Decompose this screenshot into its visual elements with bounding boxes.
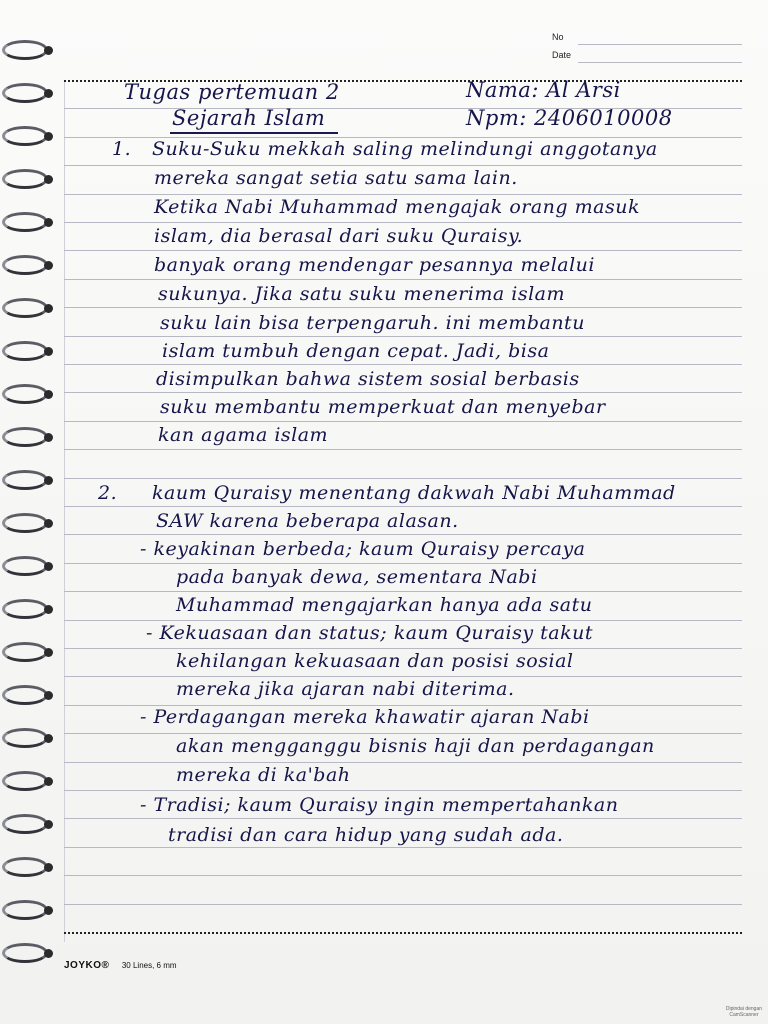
date-field	[552, 48, 742, 66]
answer-2-line: Muhammad mengajarkan hanya ada satu	[176, 594, 593, 616]
ruled-line	[64, 563, 742, 564]
ruled-line	[64, 307, 742, 308]
spiral-ring	[2, 599, 48, 619]
spiral-ring	[2, 814, 48, 834]
ruled-line	[64, 364, 742, 365]
spiral-ring	[2, 83, 48, 103]
punch-hole	[44, 476, 53, 485]
answer-2-line: pada banyak dewa, sementara Nabi	[176, 566, 538, 588]
answer-1-line: suku lain bisa terpengaruh. ini membantu	[160, 312, 585, 334]
student-name: Nama: Al Arsi	[466, 78, 621, 102]
brand-logo: JOYKO®	[64, 960, 110, 971]
spiral-ring	[2, 943, 48, 963]
subject-title: Sejarah Islam	[172, 106, 326, 130]
answer-1-line: kan agama islam	[158, 424, 329, 446]
ruled-line	[64, 222, 742, 223]
spiral-ring	[2, 642, 48, 662]
ruled-line	[64, 336, 742, 337]
answer-2-line: - keyakinan berbeda; kaum Quraisy percaya	[140, 538, 586, 560]
answer-2-line: tradisi dan cara hidup yang sudah ada.	[168, 824, 564, 846]
no-field	[552, 30, 742, 48]
margin-line	[64, 80, 65, 942]
punch-hole	[44, 175, 53, 184]
spiral-ring	[2, 771, 48, 791]
ruled-line	[64, 648, 742, 649]
punch-hole	[44, 691, 53, 700]
spiral-ring	[2, 900, 48, 920]
notebook-footer	[64, 955, 177, 973]
punch-hole	[44, 132, 53, 141]
punch-hole	[44, 820, 53, 829]
scanner-watermark-line2: CamScanner	[729, 1012, 759, 1018]
punch-hole	[44, 906, 53, 915]
assignment-title: Tugas pertemuan 2	[124, 80, 340, 104]
spiral-ring	[2, 298, 48, 318]
no-line	[578, 44, 742, 45]
answer-1-line: banyak orang mendengar pesannya melalui	[154, 254, 595, 276]
punch-hole	[44, 218, 53, 227]
no-label: No	[552, 32, 564, 42]
answer-2-line: SAW karena beberapa alasan.	[156, 510, 459, 532]
spiral-ring	[2, 40, 48, 60]
punch-hole	[44, 519, 53, 528]
ruled-line	[64, 279, 742, 280]
spiral-ring	[2, 470, 48, 490]
spiral-ring	[2, 255, 48, 275]
answer-2-line: mereka di ka'bah	[176, 764, 351, 786]
spiral-ring	[2, 384, 48, 404]
answer-2-line: mereka jika ajaran nabi diterima.	[176, 678, 515, 700]
date-label: Date	[552, 50, 572, 60]
punch-hole	[44, 347, 53, 356]
answer-1-number: 1.	[112, 138, 132, 160]
spiral-ring	[2, 728, 48, 748]
spiral-binding	[0, 40, 62, 960]
ruled-line	[64, 762, 742, 763]
punch-hole	[44, 777, 53, 786]
spiral-ring	[2, 685, 48, 705]
punch-hole	[44, 89, 53, 98]
punch-hole	[44, 261, 53, 270]
punch-hole	[44, 562, 53, 571]
punch-hole	[44, 433, 53, 442]
answer-2-number: 2.	[98, 482, 118, 504]
scanner-watermark	[726, 1006, 762, 1018]
answer-1-line: mereka sangat setia satu sama lain.	[154, 167, 518, 189]
student-npm: Npm: 2406010008	[466, 106, 673, 130]
punch-hole	[44, 304, 53, 313]
ruled-line	[64, 790, 742, 791]
answer-1-line: sukunya. Jika satu suku menerima islam	[158, 283, 565, 305]
punch-hole	[44, 734, 53, 743]
answer-1-line: Ketika Nabi Muhammad mengajak orang masuk	[154, 196, 640, 218]
spiral-ring	[2, 212, 48, 232]
answer-2-line: kaum Quraisy menentang dakwah Nabi Muhammad	[152, 482, 676, 504]
date-line	[578, 62, 742, 63]
answer-2-line: - Tradisi; kaum Quraisy ingin mempertahankan	[140, 794, 619, 816]
spiral-ring	[2, 169, 48, 189]
answer-2-line: akan mengganggu bisnis haji dan perdagangan	[176, 735, 655, 757]
spiral-ring	[2, 556, 48, 576]
ruled-line	[64, 392, 742, 393]
spiral-ring	[2, 427, 48, 447]
ruling-spec: 30 Lines, 6 mm	[121, 961, 177, 970]
punch-hole	[44, 605, 53, 614]
answer-1-line: islam, dia berasal dari suku Quraisy.	[154, 225, 524, 247]
ruled-line	[64, 591, 742, 592]
spiral-ring	[2, 513, 48, 533]
ruled-line	[64, 250, 742, 251]
punch-hole	[44, 648, 53, 657]
spiral-ring	[2, 126, 48, 146]
ruled-line	[64, 932, 742, 934]
answer-2-line: kehilangan kekuasaan dan posisi sosial	[176, 650, 574, 672]
ruled-line	[64, 449, 742, 450]
header-fields	[552, 30, 742, 66]
scanner-watermark-line1: Dipindai dengan	[725, 1006, 762, 1012]
ruled-line	[64, 421, 742, 422]
punch-hole	[44, 390, 53, 399]
punch-hole	[44, 863, 53, 872]
ruled-line	[64, 620, 742, 621]
ruled-line	[64, 818, 742, 819]
ruled-line	[64, 904, 742, 905]
punch-hole	[44, 949, 53, 958]
answer-1-line: suku membantu memperkuat dan menyebar	[160, 396, 606, 418]
answer-2-line: - Kekuasaan dan status; kaum Quraisy takut	[146, 622, 593, 644]
ruled-line	[64, 534, 742, 535]
ruled-line	[64, 875, 742, 876]
spiral-ring	[2, 341, 48, 361]
subject-underline	[170, 132, 338, 134]
answer-2-line: - Perdagangan mereka khawatir ajaran Nabi	[140, 706, 590, 728]
ruled-line	[64, 847, 742, 848]
answer-1-line: Suku-Suku mekkah saling melindungi anggotanya	[152, 138, 658, 160]
ruled-line	[64, 506, 742, 507]
ruled-line	[64, 478, 742, 479]
punch-hole	[44, 46, 53, 55]
answer-1-line: islam tumbuh dengan cepat. Jadi, bisa	[162, 340, 550, 362]
spiral-ring	[2, 857, 48, 877]
answer-1-line: disimpulkan bahwa sistem sosial berbasis	[156, 368, 580, 390]
ruled-line	[64, 194, 742, 195]
